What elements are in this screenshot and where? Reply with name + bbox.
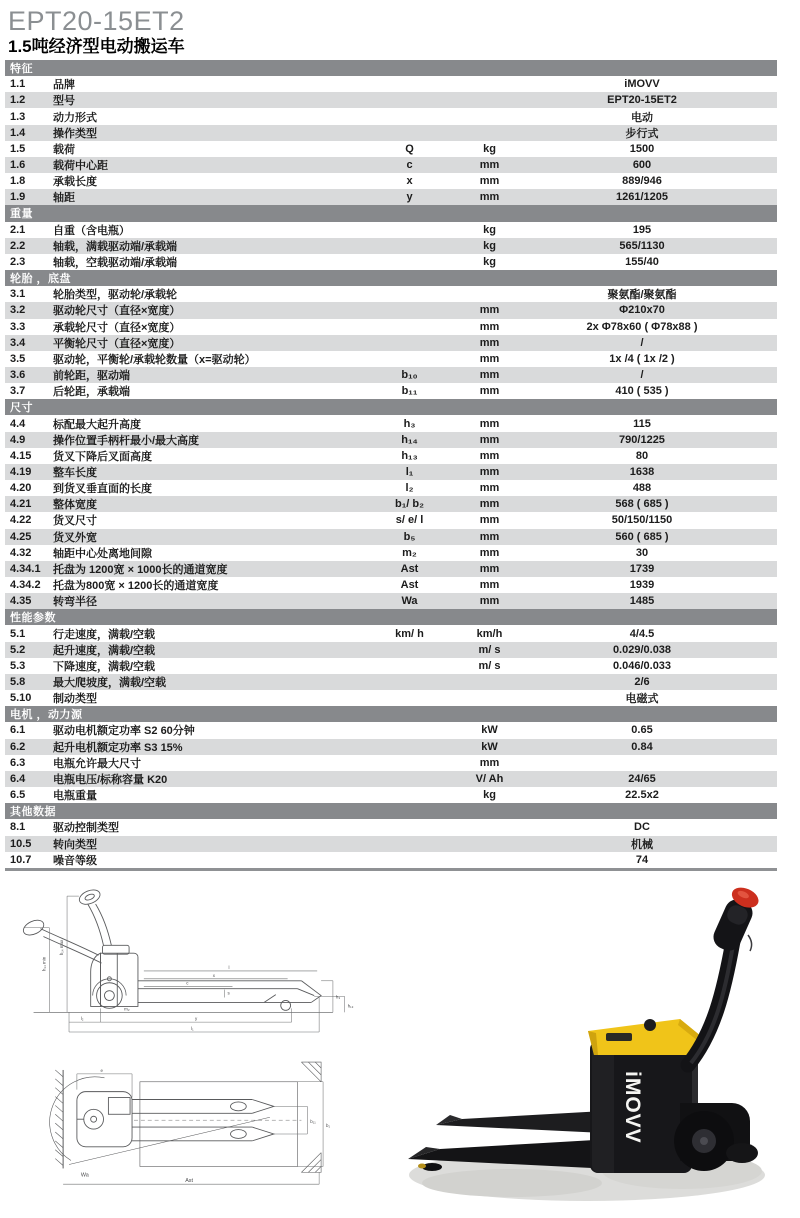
row-no: 5.10	[10, 692, 32, 705]
row-unit: mm	[479, 336, 500, 349]
spec-row	[5, 480, 777, 496]
row-no: 1.3	[10, 110, 26, 123]
brand-text: iMOVV	[621, 1070, 644, 1144]
row-label: 驱动轮，平衡轮/承载轮数量（x=驱动轮）	[53, 353, 256, 366]
row-label: 后轮距，承载端	[53, 386, 130, 399]
row-unit: mm	[479, 159, 500, 172]
row-no: 10.5	[10, 837, 32, 850]
figures-area	[0, 883, 800, 1218]
row-unit: kg	[483, 239, 496, 252]
spec-row	[5, 125, 777, 141]
row-value: 24/65	[628, 772, 656, 785]
spec-row	[5, 771, 777, 787]
row-no: 4.34.1	[10, 562, 41, 575]
row-label: 噪音等级	[53, 854, 97, 867]
spec-row	[5, 819, 777, 835]
dim-h3: h₃	[335, 994, 341, 1000]
row-unit: mm	[479, 514, 500, 527]
row-label: 驱动轮尺寸（直径×宽度）	[53, 305, 181, 318]
row-value: 2x Φ78x60 ( Φ78x88 )	[586, 320, 698, 333]
row-label: 货叉尺寸	[53, 515, 97, 528]
row-unit: km/h	[476, 627, 503, 640]
row-unit: mm	[479, 482, 500, 495]
row-value: 步行式	[625, 127, 659, 140]
row-no: 2.2	[10, 239, 26, 252]
row-no: 6.4	[10, 772, 26, 785]
spec-row	[5, 141, 777, 157]
row-value: 565/1130	[619, 239, 665, 252]
row-label: 制动类型	[53, 693, 97, 706]
row-unit: mm	[479, 465, 500, 478]
row-label: 承载轮尺寸（直径×宽度）	[53, 321, 181, 334]
spec-table	[5, 60, 777, 871]
row-unit: mm	[479, 756, 500, 769]
row-unit: kg	[483, 255, 496, 268]
spec-row	[5, 690, 777, 706]
row-symbol: l₁	[405, 465, 414, 478]
row-unit: mm	[479, 579, 500, 592]
spec-row	[5, 189, 777, 205]
spec-row	[5, 286, 777, 302]
spec-row	[5, 577, 777, 593]
row-value: 1739	[629, 562, 655, 575]
row-label: 平衡轮尺寸（直径×宽度）	[53, 337, 181, 350]
row-unit: mm	[479, 304, 500, 317]
row-label: 品牌	[53, 79, 75, 92]
row-symbol: m₂	[402, 546, 417, 559]
row-symbol: Ast	[400, 579, 419, 592]
row-no: 3.3	[10, 320, 26, 333]
row-value: Φ210x70	[619, 304, 665, 317]
row-symbol: b₁₁	[401, 385, 418, 398]
spec-row	[5, 92, 777, 108]
section-header-bar	[5, 205, 777, 221]
dim-b11: b₁₁	[310, 1118, 316, 1124]
product-photo	[392, 883, 794, 1218]
row-label: 动力形式	[53, 111, 97, 124]
spec-row	[5, 319, 777, 335]
row-value: iMOVV	[624, 78, 660, 91]
dim-ast: Ast	[185, 1178, 194, 1185]
spec-row	[5, 787, 777, 803]
row-unit: mm	[479, 433, 500, 446]
row-label: 电瓶允许最大尺寸	[53, 757, 141, 770]
row-label: 转向类型	[53, 838, 97, 851]
row-symbol: s/ e/ l	[395, 514, 424, 527]
row-label: 整车长度	[53, 466, 97, 479]
spec-row	[5, 755, 777, 771]
row-no: 4.25	[10, 530, 32, 543]
row-value: 30	[635, 546, 649, 559]
row-value: 155/40	[625, 255, 659, 268]
row-no: 1.6	[10, 159, 26, 172]
row-no: 4.15	[10, 449, 32, 462]
row-label: 起升电机额定功率 S3 15%	[53, 741, 183, 754]
row-label: 载荷中心距	[53, 160, 108, 173]
row-label: 轴距	[53, 192, 75, 205]
row-unit: m/ s	[478, 659, 501, 672]
row-value: 568 ( 685 )	[615, 498, 669, 511]
row-unit: kW	[481, 724, 498, 737]
dim-s: s	[227, 990, 230, 996]
section-title: 轮胎 ，底盘	[10, 273, 72, 286]
row-label: 操作位置手柄杆最小/最大高度	[53, 434, 200, 447]
dim-h14min: h₁₄ min	[41, 956, 47, 971]
row-no: 5.1	[10, 627, 26, 640]
row-unit: mm	[479, 175, 500, 188]
row-no: 3.1	[10, 288, 26, 301]
row-label: 自重（含电瓶）	[53, 224, 130, 237]
dim-l2: l₂	[80, 1015, 84, 1021]
row-no: 4.34.2	[10, 579, 41, 592]
row-symbol: c	[406, 159, 413, 172]
row-no: 2.3	[10, 255, 26, 268]
row-value: 74	[635, 853, 649, 866]
dim-x: x	[212, 972, 216, 978]
row-symbol: h₁₃	[401, 449, 418, 462]
row-label: 前轮距，驱动端	[53, 370, 130, 383]
spec-row	[5, 448, 777, 464]
row-value: 115	[633, 417, 651, 430]
row-no: 1.9	[10, 191, 26, 204]
row-unit: kW	[481, 740, 498, 753]
row-value: 80	[635, 449, 649, 462]
spec-row	[5, 383, 777, 399]
row-symbol: l₂	[405, 482, 414, 495]
row-symbol: x	[406, 175, 413, 188]
dim-h13: h₁₃	[347, 1003, 354, 1009]
row-unit: kg	[483, 142, 496, 155]
spec-row	[5, 76, 777, 92]
dim-y: y	[195, 1015, 198, 1021]
row-no: 10.7	[10, 853, 32, 866]
spec-row	[5, 593, 777, 609]
row-label: 标配最大起升高度	[53, 418, 141, 431]
row-label: 轮胎类型，驱动轮/承载轮	[53, 289, 178, 302]
row-unit: mm	[479, 385, 500, 398]
spec-row	[5, 529, 777, 545]
row-unit: mm	[479, 417, 500, 430]
spec-row	[5, 642, 777, 658]
row-unit: V/ Ah	[475, 772, 504, 785]
spec-row	[5, 625, 777, 641]
row-label: 电瓶电压/标称容量 K20	[53, 773, 168, 786]
row-value: 0.84	[631, 740, 653, 753]
row-no: 6.1	[10, 724, 26, 737]
row-no: 4.20	[10, 482, 32, 495]
dim-wa: Wa	[80, 1172, 89, 1179]
row-no: 2.1	[10, 223, 26, 236]
row-unit: mm	[479, 562, 500, 575]
row-value: 560 ( 685 )	[615, 530, 669, 543]
row-unit: mm	[479, 352, 500, 365]
row-value: /	[640, 336, 644, 349]
spec-row	[5, 432, 777, 448]
row-unit: mm	[479, 530, 500, 543]
spec-row	[5, 238, 777, 254]
row-symbol: Ast	[400, 562, 419, 575]
row-no: 6.5	[10, 789, 26, 802]
row-no: 5.3	[10, 659, 26, 672]
row-label: 驱动控制类型	[53, 822, 119, 835]
row-label: 承载长度	[53, 176, 97, 189]
spec-row	[5, 658, 777, 674]
row-label: 货叉外宽	[53, 531, 97, 544]
row-value: 22.5x2	[625, 789, 659, 802]
row-no: 3.2	[10, 304, 26, 317]
section-title: 性能参数	[10, 612, 56, 625]
section-header-bar	[5, 803, 777, 819]
row-value: 2/6	[634, 676, 650, 689]
spec-row	[5, 512, 777, 528]
row-value: 0.65	[631, 724, 653, 737]
section-header-bar	[5, 399, 777, 415]
pallet-truck-photo	[392, 883, 792, 1213]
row-unit: mm	[479, 498, 500, 511]
row-value: 889/946	[622, 175, 662, 188]
row-symbol: b₅	[403, 530, 416, 543]
section-title: 特征	[10, 63, 33, 76]
row-no: 6.2	[10, 740, 26, 753]
spec-row	[5, 351, 777, 367]
row-label: 行走速度，满载/空载	[53, 628, 156, 641]
spec-row	[5, 545, 777, 561]
row-value: 195	[632, 223, 652, 236]
side-view-drawing	[6, 883, 392, 1051]
row-label: 轴载，空载驱动端/承载端	[53, 256, 178, 269]
row-label: 下降速度，满载/空载	[53, 660, 156, 673]
spec-row	[5, 302, 777, 318]
row-value: 600	[632, 159, 652, 172]
row-no: 5.8	[10, 676, 26, 689]
row-symbol: h₁₄	[401, 433, 418, 446]
row-unit: mm	[479, 449, 500, 462]
row-no: 1.8	[10, 175, 26, 188]
row-value: 电动	[631, 111, 653, 124]
row-no: 5.2	[10, 643, 26, 656]
row-unit: mm	[479, 320, 500, 333]
row-value: 1485	[629, 595, 655, 608]
section-header-bar	[5, 60, 777, 76]
spec-row	[5, 222, 777, 238]
section-title: 重量	[10, 208, 33, 221]
row-no: 4.9	[10, 433, 26, 446]
row-no: 3.7	[10, 385, 26, 398]
row-label: 型号	[53, 95, 75, 108]
spec-row	[5, 739, 777, 755]
row-value: DC	[634, 821, 650, 834]
row-value: 聚氨酯/聚氨酯	[607, 289, 677, 302]
spec-row	[5, 674, 777, 690]
row-label: 托盘为 1200宽 × 1000长的通道宽度	[53, 563, 228, 576]
row-value: 0.046/0.033	[612, 659, 672, 672]
row-value: 790/1225	[619, 433, 665, 446]
dim-e: e	[100, 1067, 103, 1073]
row-no: 4.35	[10, 595, 32, 608]
row-value: 1261/1205	[616, 191, 668, 204]
row-value: 1x /4 ( 1x /2 )	[609, 352, 675, 365]
row-label: 驱动电机额定功率 S2 60分钟	[53, 725, 195, 738]
row-label: 最大爬坡度，满载/空载	[53, 677, 167, 690]
spec-row	[5, 496, 777, 512]
row-label: 电瓶重量	[53, 790, 97, 803]
row-no: 4.21	[10, 498, 32, 511]
row-no: 8.1	[10, 821, 26, 834]
row-value: /	[640, 369, 644, 382]
spec-row	[5, 254, 777, 270]
spec-row	[5, 173, 777, 189]
row-no: 4.19	[10, 465, 32, 478]
row-label: 轴距中心处离地间隙	[53, 547, 152, 560]
dim-b1: b₁	[326, 1122, 330, 1128]
row-value: 机械	[631, 838, 653, 851]
row-no: 4.32	[10, 546, 32, 559]
section-title: 尺寸	[10, 402, 33, 415]
row-label: 到货叉垂直面的长度	[53, 483, 152, 496]
dim-m2: m₂	[124, 1006, 130, 1012]
row-value: 1500	[629, 142, 655, 155]
dim-c: c	[186, 980, 189, 986]
row-no: 6.3	[10, 756, 26, 769]
row-label: 转弯半径	[53, 596, 97, 609]
top-view-drawing	[6, 1057, 392, 1207]
row-no: 3.6	[10, 369, 26, 382]
row-unit: mm	[479, 369, 500, 382]
page-subtitle: 1.5吨经济型电动搬运车	[8, 37, 185, 56]
spec-row	[5, 852, 777, 868]
row-label: 托盘为800宽 × 1200长的通道宽度	[53, 580, 219, 593]
row-no: 4.22	[10, 514, 32, 527]
row-unit: kg	[483, 223, 496, 236]
row-value: 电磁式	[625, 693, 659, 706]
row-value: 1939	[629, 579, 655, 592]
spec-row	[5, 561, 777, 577]
row-symbol: b₁/ b₂	[395, 498, 424, 511]
row-no: 1.1	[10, 78, 26, 91]
sheet-header	[0, 0, 800, 56]
row-no: 3.5	[10, 352, 26, 365]
row-symbol: Q	[405, 142, 414, 155]
row-label: 整体宽度	[53, 499, 97, 512]
section-header-bar	[5, 706, 777, 722]
row-symbol: h₃	[403, 417, 416, 430]
row-label: 载荷	[53, 143, 75, 156]
page-title: EPT20-15ET2	[8, 6, 185, 36]
section-title: 电机 ，动力源	[10, 709, 83, 722]
row-symbol: Wa	[401, 595, 418, 608]
row-value: 50/150/1150	[611, 514, 673, 527]
spec-row	[5, 722, 777, 738]
row-value: 1638	[629, 465, 655, 478]
dim-l: l	[228, 964, 230, 970]
row-unit: mm	[479, 191, 500, 204]
row-value: EPT20-15ET2	[607, 94, 677, 107]
table-bottom-rule	[5, 868, 777, 871]
row-value: 0.029/0.038	[612, 643, 672, 656]
row-unit: mm	[479, 595, 500, 608]
dim-l1: l₁	[191, 1025, 194, 1031]
row-no: 4.4	[10, 417, 26, 430]
section-header-bar	[5, 609, 777, 625]
spec-row	[5, 157, 777, 173]
row-value: 410 ( 535 )	[615, 385, 669, 398]
row-no: 1.2	[10, 94, 26, 107]
technical-drawings	[0, 883, 392, 1218]
row-value: 488	[632, 482, 652, 495]
row-unit: kg	[483, 789, 496, 802]
spec-row	[5, 464, 777, 480]
section-title: 其他数据	[10, 806, 56, 819]
spec-row	[5, 108, 777, 124]
dim-h14max: h₁₄ max	[59, 939, 65, 955]
row-label: 货叉下降后叉面高度	[53, 450, 152, 463]
row-value: 4/4.5	[629, 627, 655, 640]
row-label: 操作类型	[53, 127, 97, 140]
row-symbol: y	[406, 191, 413, 204]
row-no: 3.4	[10, 336, 26, 349]
row-symbol: km/ h	[395, 627, 424, 640]
row-unit: mm	[479, 546, 500, 559]
row-unit: m/ s	[478, 643, 501, 656]
row-label: 起升速度，满载/空载	[53, 644, 156, 657]
row-no: 1.4	[10, 126, 26, 139]
section-header-bar	[5, 270, 777, 286]
row-label: 轴载，满载驱动端/承载端	[53, 240, 178, 253]
spec-row	[5, 836, 777, 852]
spec-row	[5, 335, 777, 351]
row-no: 1.5	[10, 142, 26, 155]
spec-row	[5, 367, 777, 383]
spec-row	[5, 415, 777, 431]
row-symbol: b₁₀	[401, 369, 418, 382]
